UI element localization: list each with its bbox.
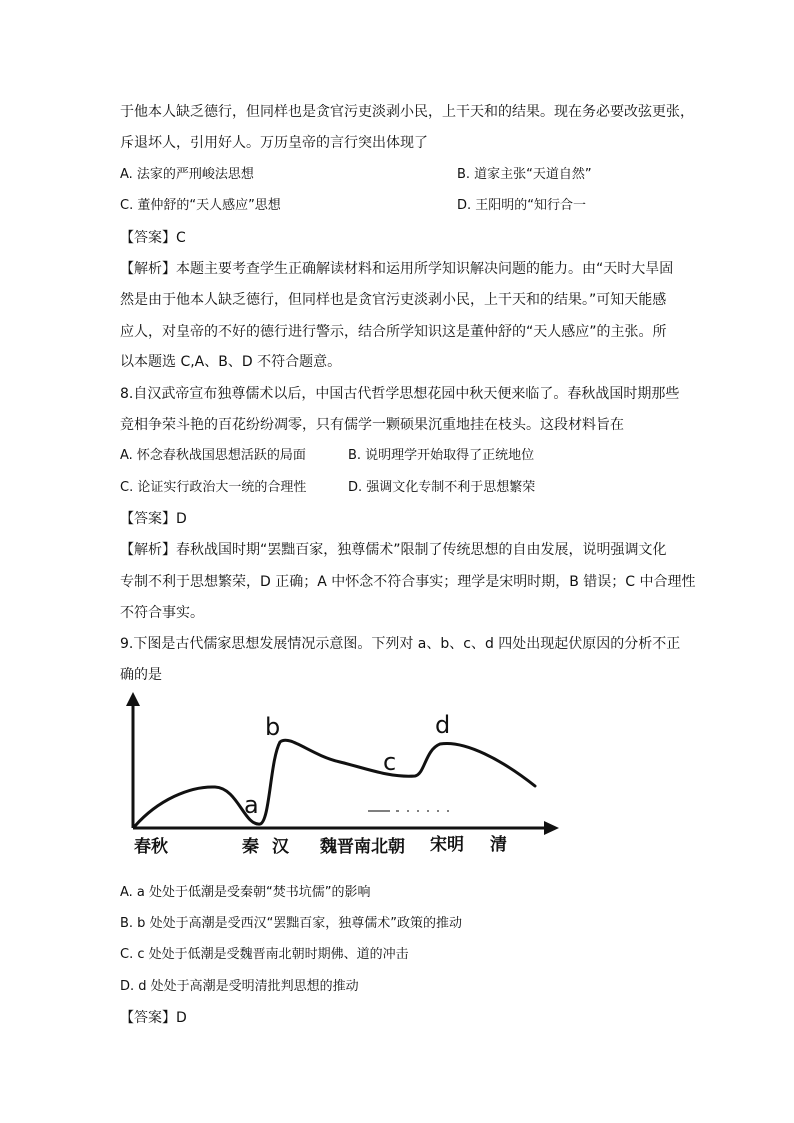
- q9-stem-line-1: 9.下图是古代儒家思想发展情况示意图。下列对 a、b、c、d 四处出现起伏原因的分析不正: [120, 636, 681, 652]
- q8-answer: 【答案】D: [120, 511, 187, 527]
- q9-answer: 【答案】D: [120, 1010, 187, 1026]
- q8-option-a: A. 怀念春秋战国思想活跃的局面: [120, 448, 306, 463]
- axis-label-qin: 秦: [242, 837, 259, 857]
- q8-analysis-line-1: 【解析】春秋战国时期“罢黜百家，独尊儒术”限制了传统思想的自由发展，说明强调文化: [120, 542, 667, 558]
- point-label-a: a: [244, 791, 259, 819]
- q8-stem-line-1: 8.自汉武帝宣布独尊儒术以后，中国古代哲学思想花园中秋天便来临了。春秋战国时期那些: [120, 386, 680, 402]
- q7-option-a: A. 法家的严刑峻法思想: [120, 167, 254, 182]
- q7-option-c: C. 董仲舒的“天人感应”思想: [120, 198, 281, 213]
- point-label-d: d: [435, 711, 451, 739]
- axis-label-qing: 清: [490, 835, 507, 855]
- x-axis-arrow: [544, 821, 559, 835]
- q7-option-row-1: [120, 165, 592, 185]
- q7-analysis-line-2: 然是由于他本人缺乏德行，但同样也是贪官污吏淡剥小民，上干天和的结果。”可知天能感: [120, 292, 667, 308]
- q7-stem-line-2: 斥退坏人，引用好人。万历皇帝的言行突出体现了: [120, 135, 428, 151]
- q9-option-c: C. c 处处于低潮是受魏晋南北朝时期佛、道的冲击: [120, 947, 409, 962]
- point-label-c: c: [383, 748, 397, 776]
- y-axis-arrow: [126, 692, 140, 706]
- q9-option-d: D. d 处处于高潮是受明清批判思想的推动: [120, 979, 359, 994]
- q8-stem-line-2: 竞相争荣斗艳的百花纷纷凋零，只有儒学一颗硕果沉重地挂在枝头。这段材料旨在: [120, 417, 624, 433]
- q8-option-c: C. 论证实行政治大一统的合理性: [120, 480, 307, 495]
- q7-analysis-line-3: 应人，对皇帝的不好的德行进行警示，结合所学知识这是董仲舒的“天人感应”的主张。所: [120, 324, 667, 340]
- q7-stem-line-1: 于他本人缺乏德行，但同样也是贪官污吏淡剥小民，上干天和的结果。现在务必要改弦更张，: [120, 104, 694, 120]
- q8-analysis-line-2: 专制不利于思想繁荣，D 正确；A 中怀念不符合事实；理学是宋明时期，B 错误；C 中合理性: [120, 574, 696, 590]
- axis-label-han: 汉: [272, 837, 289, 857]
- axis-label-weijin: 魏晋南北朝: [320, 837, 405, 857]
- q7-answer: 【答案】C: [120, 230, 186, 246]
- q8-option-row-1: [120, 446, 535, 466]
- q7-option-b: B. 道家主张“天道自然”: [457, 167, 592, 182]
- q7-analysis-line-4: 以本题选 C,A、B、D 不符合题意。: [120, 354, 342, 370]
- development-curve: [135, 740, 535, 826]
- confucianism-development-diagram: [120, 690, 560, 870]
- q8-option-d: D. 强调文化专制不利于思想繁荣: [348, 480, 536, 495]
- q7-option-d: D. 王阳明的“知行合一: [457, 198, 587, 213]
- q9-option-b: B. b 处处于高潮是受西汉“罢黜百家，独尊儒术”政策的推动: [120, 916, 463, 931]
- q7-analysis-line-1: 【解析】本题主要考查学生正确解读材料和运用所学知识解决问题的能力。由“天时大旱固: [120, 261, 674, 277]
- axis-label-songming: 宋明: [430, 835, 464, 855]
- q8-option-b: B. 说明理学开始取得了正统地位: [348, 448, 535, 463]
- q7-option-row-2: [120, 196, 587, 216]
- q8-analysis-line-3: 不符合事实。: [120, 605, 204, 621]
- axis-label-chunqiu: 春秋: [134, 837, 168, 857]
- q9-stem-line-2: 确的是: [120, 667, 162, 683]
- q8-option-row-2: [120, 478, 536, 498]
- point-label-b: b: [265, 713, 281, 741]
- q9-option-a: A. a 处处于低潮是受秦朝“焚书坑儒”的影响: [120, 885, 371, 900]
